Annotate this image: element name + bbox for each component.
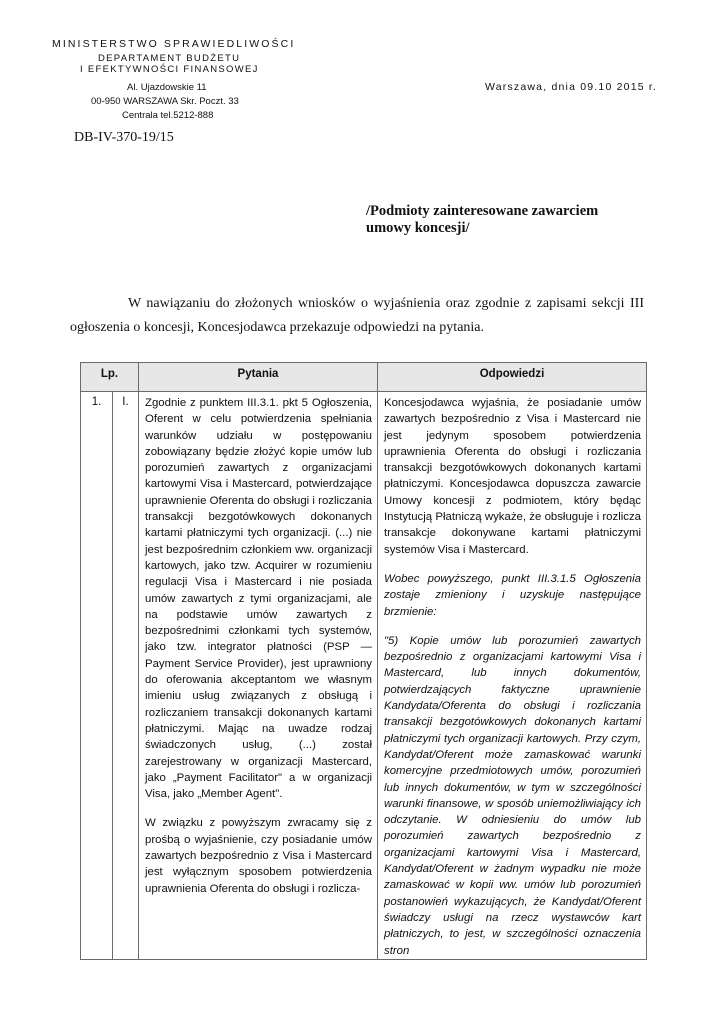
answer-paragraph-1: Koncesjodawca wyjaśnia, że posiadanie umów zawartych bezpośrednio z Visa i Mastercard nie jest jedynym sposobem potwierdzenia uprawnienia Oferenta do obsługi i rozliczania transakcji bezgotówkowych dokonanych kartami płatniczymi. Koncesjodawca dopuszcza zawarcie Umowy koncesji z podmiotem, który będąc Instytucją Płatniczą wykaże, że obsługuje i rozlicza transakcje dokonywane kartami płatniczymi systemów Visa i Mastercard. (384, 397, 641, 556)
questions-answers-table (80, 362, 647, 960)
header-answers: Odpowiedzi (378, 363, 647, 392)
row-sub-number: I. (113, 392, 139, 960)
address-city: 00-950 WARSZAWA Skr. Poczt. 33 (91, 96, 239, 107)
header-questions: Pytania (139, 363, 378, 392)
table-row (81, 392, 647, 960)
address-street: Al. Ujazdowskie 11 (127, 82, 207, 93)
answer-paragraph-3: "5) Kopie umów lub porozumień zawartych bezpośrednio z organizacjami kartowymi Visa i Mastercard, lub innych dokumentów, potwierdzających faktyczne uprawnienie Kandydata/Oferenta do obsługi i rozliczania transakcji bezgotówkowych dokonanych kartami płatniczymi tych organizacji kartowych. Przy czym, Kandydat/Oferent może zamaskować warunki komercyjne przedmiotowych umów, porozumień lub innych dokumentów, w tym w szczególności warunki finansowe, w sposób uniemożliwiający ich odczytanie. W odniesieniu do umów lub porozumień zawartych bezpośrednio z organizacjami kartowymi Visa i Mastercard, Kandydat/Oferent w żadnym wypadku nie może zamaskować w kopii ww. umów lub porozumień postanowień wykazujących, że Kandydat/Oferent świadczy usługi na rzecz wystawców kart płatniczych, to jest, w szczególności oznaczenia stron (384, 634, 641, 957)
intro-paragraph: W nawiązaniu do złożonych wniosków o wyjaśnienia oraz zgodnie z zapisami sekcji III ogłoszenia o koncesji, Koncesjodawca przekazuje odpowiedzi na pytania. (70, 296, 644, 335)
row-number: 1. (81, 392, 113, 960)
department-line-1: DEPARTAMENT BUDŻETU (98, 53, 241, 64)
addressee: /Podmioty zainteresowane zawarciem umowy koncesji/ (366, 203, 599, 236)
document-number: DB-IV-370-19/15 (74, 130, 174, 145)
question-paragraph-1: Zgodnie z punktem III.3.1. pkt 5 Ogłoszenia, Oferent w celu potwierdzenia spełniania warunków udziału w postępowaniu zobowiązany będzie złożyć kopie umów lub porozumień zawartych z organizacjami kartowymi Visa i Mastercard, potwierdzające uprawnienie Oferenta do obsługi i rozliczania transakcji bezgotówkowych dokonanych kartami płatniczymi tych organizacji. (...) nie jest bezpośrednim członkiem ww. organizacji kartowych, jako tzw. Acquirer w rozumieniu regulacji Visa i Mastercard i nie posiada umów zawartych z tymi organizacjami, ale na podstawie umów zawartych z bezpośrednimi członkami tych systemów, jako tzw. integrator płatności (PSP — Payment Service Provider), jest uprawniony do oferowania akceptantom we własnym imieniu usług związanych z obsługą i rozliczaniem transakcji dokonanych kartami płatniczymi. Mając na uwadze rodzaj świadczonych usług, (...) został zarejestrowany w organizacji Mastercard, jako „Payment Facilitator" a w organizacji Visa, jako „Member Agent". (145, 397, 372, 801)
answer-paragraph-2: Wobec powyższego, punkt III.3.1.5 Ogłoszenia zostaje zmieniony i uzyskuje następujące brzmienie: (384, 572, 641, 618)
table-header-row (81, 363, 647, 392)
ministry-name: MINISTERSTWO SPRAWIEDLIWOŚCI (52, 38, 296, 50)
department-line-2: I EFEKTYWNOŚCI FINANSOWEJ (80, 64, 259, 75)
question-cell (139, 392, 378, 960)
address-phone: Centrala tel.5212-888 (122, 110, 214, 121)
document-date: Warszawa, dnia 09.10 2015 r. (485, 81, 658, 93)
answer-cell (378, 392, 647, 960)
header-lp: Lp. (81, 363, 139, 392)
question-paragraph-2: W związku z powyższym zwracamy się z prośbą o wyjaśnienie, czy posiadanie umów zawartych bezpośrednio z Visa i Mastercard jest wyłącznym sposobem potwierdzenia uprawnienia Oferenta do obsługi i rozlicza- (145, 817, 372, 895)
